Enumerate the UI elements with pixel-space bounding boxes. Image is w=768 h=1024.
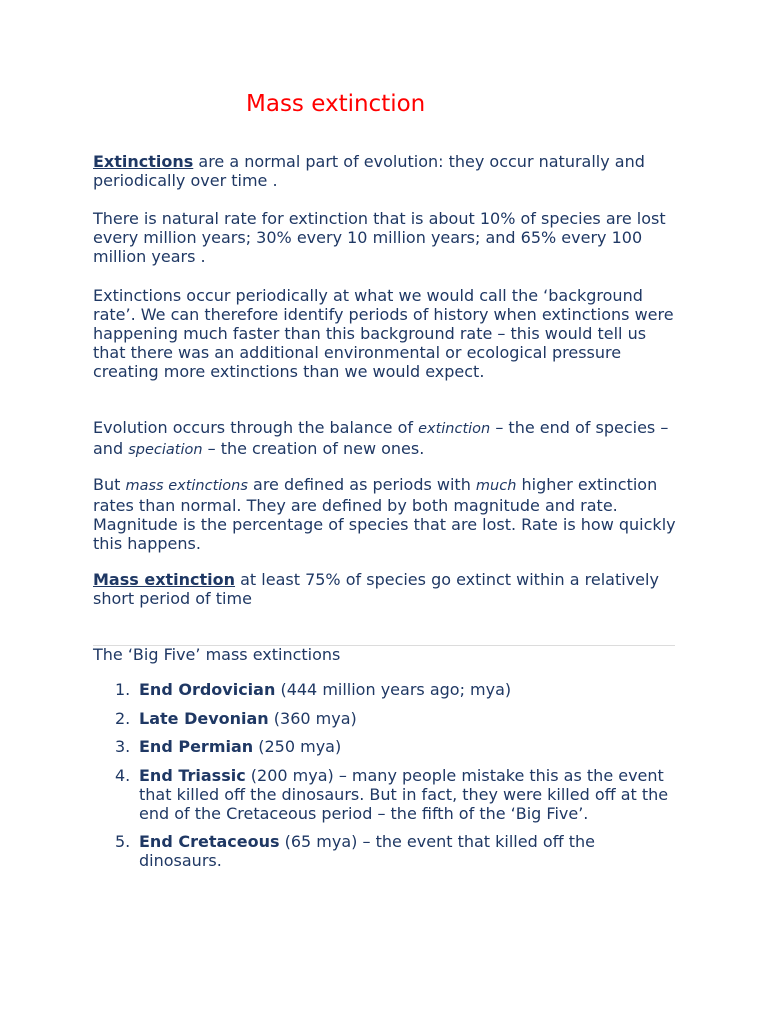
emphasis-speciation: speciation [128,442,203,458]
emphasis-extinction: extinction [418,421,491,437]
text-segment: – the creation of new ones. [202,439,425,458]
list-number: 1. [115,680,131,699]
term-extinctions: Extinctions [93,152,194,171]
paragraph-mass-extinction-definition [93,570,678,608]
paragraph-text: at least 75% of species go extinct within a relatively short period of time [93,570,659,608]
page-title: Mass extinction [246,91,426,117]
paragraph-mass-extinctions-defined [93,475,678,553]
list-number: 4. [115,765,131,785]
text-segment: Evolution occurs through the balance of [93,418,419,437]
extinction-name: End Ordovician [139,680,276,699]
big-five-list [93,680,678,880]
big-five-heading: The ‘Big Five’ mass extinctions [93,645,341,664]
term-mass-extinction: Mass extinction [93,570,236,589]
list-item [93,737,678,756]
paragraph-text: are a normal part of evolution: they occur naturally and periodically over time . [93,152,645,190]
text-segment: But [93,475,126,494]
list-number: 3. [115,737,131,756]
list-number: 5. [115,832,131,851]
list-item [93,709,678,728]
paragraph-extinctions [93,152,678,190]
extinction-detail: (250 mya) [253,737,342,756]
emphasis-much: much [475,478,517,494]
extinction-name: End Cretaceous [139,832,280,851]
paragraph-background-rate: Extinctions occur periodically at what we would call the ‘background rate’. We can therefore identify periods of history when extinctions were happening much faster than this background rate – this would tell us that there was an additional environmental or ecological pressure creating more extinctions than we would expect. [93,286,674,381]
list-item [93,766,678,823]
emphasis-mass-extinctions: mass extinctions [125,478,248,494]
paragraph-natural-rate: There is natural rate for extinction that is about 10% of species are lost every million years; 30% every 10 million years; and 65% every 100 million years . [93,209,666,266]
extinction-detail: (360 mya) [268,708,357,728]
extinction-detail: (444 million years ago; mya) [275,680,512,699]
paragraph-evolution-balance [93,418,678,460]
extinction-name: End Permian [139,737,254,756]
text-segment: higher extinction rates than normal. They are defined by both magnitude and rate. Magnitude is the percentage of species that are lost. Rate is how quickly this happens. [93,475,676,553]
extinction-name: End Triassic [139,765,246,785]
list-item [93,680,678,699]
list-item [93,832,678,870]
extinction-detail: (200 mya) – many people mistake this as the event that killed off the dinosaurs. But in fact, they were killed off at the end of the Cretaceous period – the fifth of the ‘Big Five’. [139,765,669,823]
extinction-name: Late Devonian [139,708,269,728]
text-segment: are defined as periods with [247,475,476,494]
text-segment: – the end of species – and [93,418,669,458]
list-number: 2. [115,708,131,728]
extinction-detail: (65 mya) – the event that killed off the dinosaurs. [139,832,595,870]
